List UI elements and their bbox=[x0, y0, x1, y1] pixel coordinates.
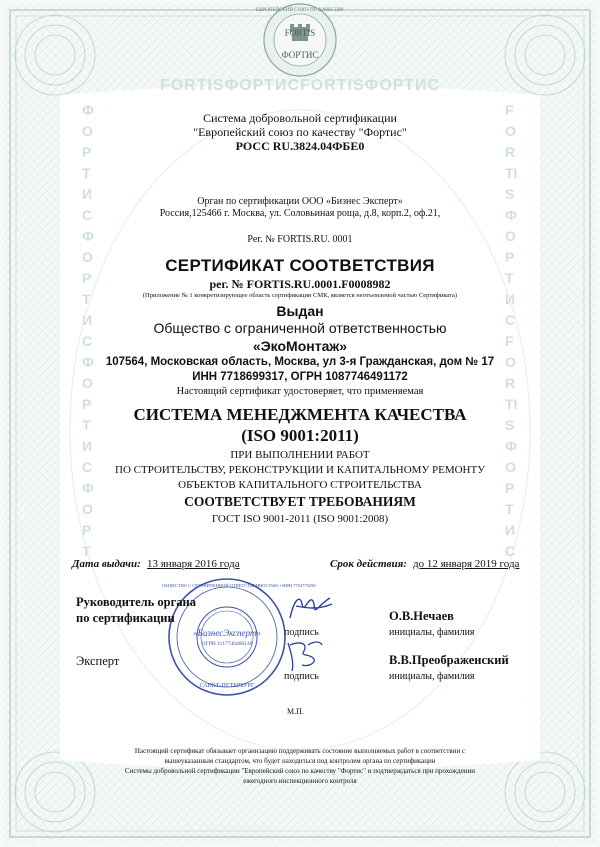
cert-issued: Выдан bbox=[276, 303, 324, 319]
footer-line1: Настоящий сертификат обязывает организацию поддерживать состояние выполняемых работ в соответствии с bbox=[134, 747, 466, 755]
watermark-left: ФОРТИСФОРТИСФОРТИСФОРТ bbox=[82, 102, 94, 559]
gost-standard: ГОСТ ISO 9001-2011 (ISO 9001:2008) bbox=[211, 513, 389, 525]
seal-place-label: М.П. bbox=[287, 707, 304, 716]
body-reg: Рег. № FORTIS.RU. 0001 bbox=[247, 234, 353, 245]
footer-line2: вышеуказанным стандартом, что будет находиться под контролем органа по сертификации bbox=[164, 757, 436, 765]
stamp-ogrn: ОГРН 1117746480148 bbox=[201, 641, 253, 647]
watermark-right: FORTISФОРТИСFORTISФОРТИС bbox=[505, 102, 518, 559]
logo-bottom-text: ФОРТИС bbox=[281, 50, 319, 60]
certifies-text: Настоящий сертификат удостоверяет, что применяемая bbox=[176, 386, 424, 397]
logo-ring-text: ЕВРОПЕЙСКИЙ СОЮЗ ПО КАЧЕСТВУ bbox=[256, 8, 344, 13]
header-reg: РОСС RU.3824.04ФБЕ0 bbox=[235, 139, 365, 153]
stamp-ring-text: ОБЩЕСТВО С ОГРАНИЧЕННОЙ ОТВЕТСТВЕННОСТЬЮ • ИНН 7704770290 bbox=[162, 583, 316, 588]
work-line2: ПО СТРОИТЕЛЬСТВУ, РЕКОНСТРУКЦИИ И КАПИТАЛЬНОМУ РЕМОНТУ bbox=[115, 464, 485, 476]
head-signature bbox=[282, 590, 337, 625]
body-address: Россия,125466 г. Москва, ул. Соловьиная роща, д.8, корп.2, оф.21, bbox=[159, 208, 441, 219]
issue-date-label: Дата выдачи: bbox=[72, 558, 141, 570]
company-inn: ИНН 7718699317, ОГРН 1087746491172 bbox=[192, 371, 408, 383]
company-name-line2: «ЭкоМонтаж» bbox=[252, 338, 348, 354]
head-title-line1: Руководитель органа bbox=[76, 595, 196, 609]
quality-system: СИСТЕМА МЕНЕДЖМЕНТА КАЧЕСТВА bbox=[133, 405, 467, 424]
logo-top-text: FORTIS bbox=[284, 28, 316, 38]
cert-appendix: (Приложение № 1 конкретизирующее область сертификации СМК, является неотъемлемой частью Сертификата) bbox=[142, 292, 458, 299]
issue-date-value: 13 января 2016 года bbox=[147, 558, 240, 570]
valid-until-value: до 12 января 2019 года bbox=[413, 558, 520, 570]
company-name-line1: Общество с ограниченной ответственностью bbox=[153, 320, 447, 336]
expert-signature bbox=[278, 635, 328, 675]
header-system: Система добровольной сертификации bbox=[203, 111, 397, 125]
body-org: Орган по сертификации ООО «Бизнес Эксперт» bbox=[197, 196, 403, 207]
fortis-logo bbox=[255, 2, 345, 78]
head-title-line2: по сертификации bbox=[76, 611, 175, 625]
header-union: "Европейский союз по качеству "Фортис" bbox=[193, 125, 407, 139]
expert-name-label: инициалы, фамилия bbox=[389, 671, 475, 682]
expert-name: В.В.Преображенский bbox=[389, 653, 509, 667]
cert-reg: рег. № FORTIS.RU.0001.F0008982 bbox=[209, 277, 391, 291]
complies-text: СООТВЕТСТВУЕТ ТРЕБОВАНИЯМ bbox=[184, 494, 416, 509]
expert-label: Эксперт bbox=[76, 654, 120, 668]
footer-line3: Системы добровольной сертификации "Европейский союз по качеству "Фортис" и подтверждаться при прохождении bbox=[124, 767, 476, 775]
head-sign-label: подпись bbox=[284, 627, 319, 638]
expert-sign-label: подпись bbox=[284, 671, 319, 682]
stamp-center-text: «БизнесЭксперт» bbox=[193, 628, 261, 638]
head-name-label: инициалы, фамилия bbox=[389, 627, 475, 638]
valid-until-label: Срок действия: bbox=[330, 558, 407, 570]
footer-line4: ежегодного инспекционного контроля bbox=[243, 777, 357, 785]
cert-title: СЕРТИФИКАТ СООТВЕТСТВИЯ bbox=[165, 256, 435, 275]
work-line1: ПРИ ВЫПОЛНЕНИИ РАБОТ bbox=[230, 449, 370, 461]
head-name: О.В.Нечаев bbox=[389, 609, 454, 623]
stamp-city: САНКТ-ПЕТЕРБУРГ bbox=[199, 683, 255, 689]
watermark-top: FORTISФОРТИСFORTISФОРТИС bbox=[159, 77, 441, 94]
company-address: 107564, Московская область, Москва, ул 3-я Гражданская, дом № 17 bbox=[105, 356, 495, 368]
iso-standard: (ISO 9001:2011) bbox=[241, 426, 359, 445]
work-line3: ОБЪЕКТОВ КАПИТАЛЬНОГО СТРОИТЕЛЬСТВА bbox=[178, 479, 422, 491]
